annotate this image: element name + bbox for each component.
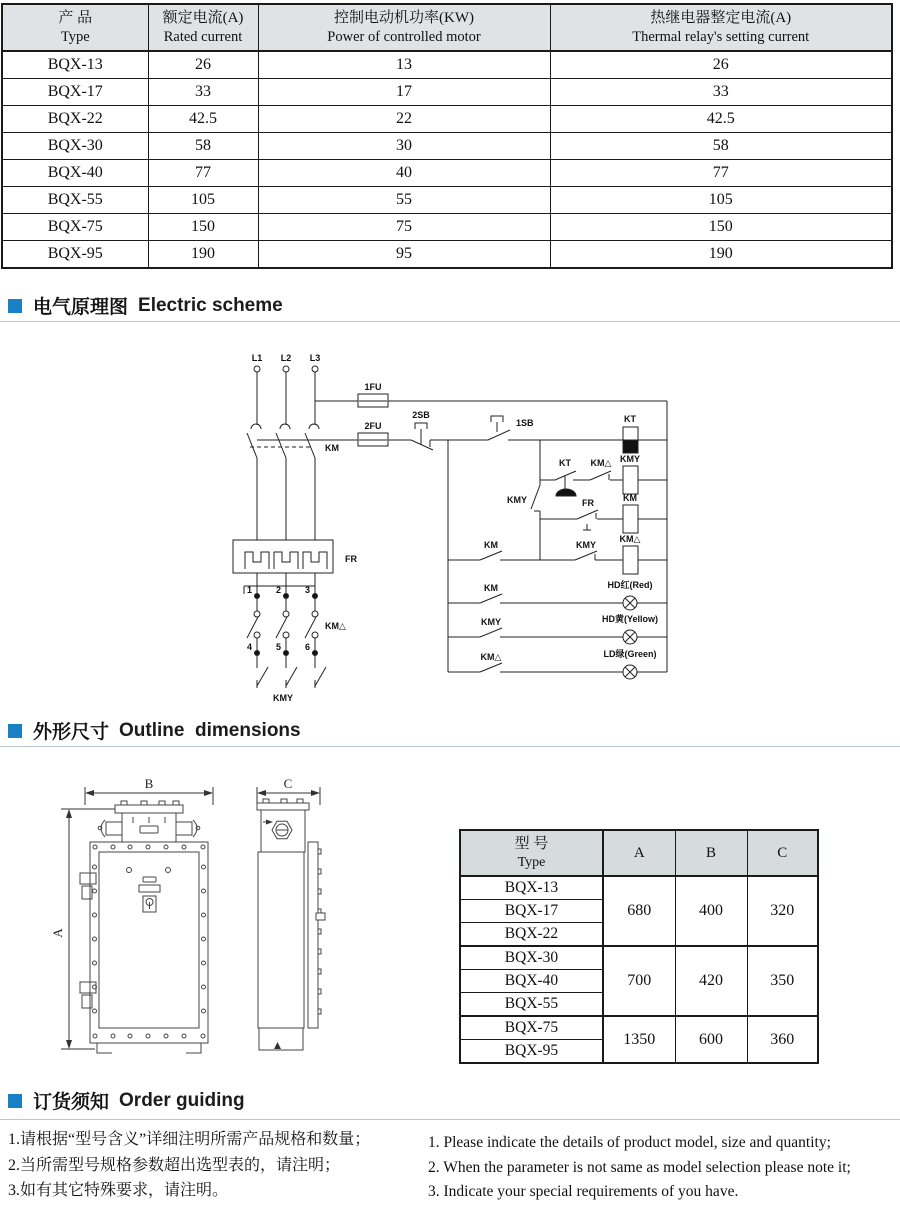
type-cell: BQX-13: [460, 876, 603, 900]
ratings-header-relay: [550, 4, 892, 51]
ratings-table-body: [2, 51, 892, 268]
table-cell: BQX-30: [2, 133, 148, 160]
table-cell: 190: [148, 241, 258, 269]
table-cell: 33: [550, 79, 892, 106]
circuit-label: KM: [325, 443, 339, 453]
dims-header-type: [460, 830, 603, 876]
order-note-item: 1. Please indicate the details of product model, size and quantity;: [428, 1134, 831, 1151]
header-en: Thermal relay's setting current: [632, 29, 810, 45]
section-title-en: Electric scheme: [138, 294, 283, 316]
circuit-label: KM△: [325, 621, 346, 631]
type-cell: BQX-75: [460, 1016, 603, 1040]
table-cell: 55: [258, 187, 550, 214]
table-cell: 150: [550, 214, 892, 241]
table-cell: 30: [258, 133, 550, 160]
type-cell: BQX-40: [460, 970, 603, 993]
circuit-label: KM△: [590, 458, 612, 468]
table-row: [460, 1016, 818, 1040]
header-zh: 热继电器整定电流(A): [650, 10, 792, 26]
dimension-value: 600: [675, 1016, 747, 1063]
table-cell: BQX-75: [2, 214, 148, 241]
circuit-label: 2SB: [412, 410, 430, 420]
outline-dimensions-drawing: [45, 765, 365, 1075]
header-zh: 控制电动机功率(KW): [334, 10, 474, 26]
circuit-label: KMY: [481, 617, 501, 627]
dims-header-c: C: [747, 830, 818, 876]
circuit-label: L2: [280, 353, 292, 363]
circuit-label: KM: [623, 493, 637, 503]
table-cell: 105: [550, 187, 892, 214]
table-cell: 75: [258, 214, 550, 241]
circuit-label: FR: [582, 498, 594, 508]
header-en: Type: [60, 29, 90, 45]
table-cell: 77: [550, 160, 892, 187]
section-bullet-icon: [8, 724, 22, 738]
dimension-value: 350: [747, 946, 818, 1016]
table-cell: BQX-17: [2, 79, 148, 106]
type-cell: BQX-17: [460, 900, 603, 923]
circuit-label: KMY: [576, 540, 596, 550]
section-title-zh: 电气原理图: [33, 297, 129, 318]
lamp-red-label: HD红(Red): [607, 580, 653, 590]
header-zh: 产 品: [58, 10, 93, 26]
order-note-item: 3.如有其它特殊要求，请注明。: [8, 1182, 229, 1199]
table-cell: 150: [148, 214, 258, 241]
table-cell: 42.5: [148, 106, 258, 133]
ratings-header-power: [258, 4, 550, 51]
table-cell: BQX-40: [2, 160, 148, 187]
table-cell: 40: [258, 160, 550, 187]
circuit-label: 1SB: [516, 418, 534, 428]
table-cell: 58: [148, 133, 258, 160]
dimension-a-label: A: [50, 928, 65, 938]
table-row: [2, 106, 892, 133]
section-title-zh: 外形尺寸: [33, 722, 110, 743]
dims-header-b: B: [675, 830, 747, 876]
dimension-value: 680: [603, 876, 675, 946]
dimension-c-label: C: [283, 776, 293, 791]
ratings-header-row: [2, 4, 892, 51]
circuit-label: L3: [309, 353, 321, 363]
order-note-item: 3. Indicate your special requirements of you have.: [428, 1183, 739, 1201]
circuit-label: 2FU: [364, 421, 382, 431]
circuit-label: 1FU: [364, 382, 382, 392]
section-heading-order-guiding: [8, 1087, 245, 1114]
circuit-label: 1: [246, 585, 252, 595]
header-zh: 型 号: [514, 836, 549, 852]
circuit-label: KMY: [273, 693, 293, 703]
dimension-value: 420: [675, 946, 747, 1016]
header-zh: 额定电流(A): [162, 10, 244, 26]
dimension-b-label: B: [144, 776, 154, 791]
dimensions-header-row: [460, 830, 818, 876]
ratings-header-current: [148, 4, 258, 51]
type-cell: BQX-22: [460, 923, 603, 947]
table-row: [2, 79, 892, 106]
type-cell: BQX-30: [460, 946, 603, 970]
table-cell: 42.5: [550, 106, 892, 133]
circuit-label: 4: [246, 642, 252, 652]
table-cell: 13: [258, 51, 550, 79]
ratings-table: [1, 3, 893, 269]
dimension-value: 700: [603, 946, 675, 1016]
circuit-label: 5: [275, 642, 281, 652]
circuit-label: KM: [484, 583, 498, 593]
header-en: Power of controlled motor: [327, 29, 481, 45]
table-cell: 190: [550, 241, 892, 269]
side-view-drawing: [257, 799, 325, 1050]
section-bullet-icon: [8, 1094, 22, 1108]
section-heading-electric-scheme: [8, 292, 283, 319]
section-bullet-icon: [8, 299, 22, 313]
table-cell: BQX-95: [2, 241, 148, 269]
circuit-label: KM△: [619, 534, 641, 544]
circuit-label: 3: [304, 585, 310, 595]
dimension-value: 320: [747, 876, 818, 946]
order-note-item: 1.请根据“型号含义”详细注明所需产品规格和数量；: [8, 1131, 371, 1148]
dimension-value: 1350: [603, 1016, 675, 1063]
table-row: [2, 133, 892, 160]
table-cell: 77: [148, 160, 258, 187]
order-notes-zh: [8, 1127, 426, 1204]
table-cell: 22: [258, 106, 550, 133]
circuit-label: FR: [345, 554, 357, 564]
circuit-diagram: [225, 328, 685, 703]
table-cell: BQX-13: [2, 51, 148, 79]
order-note-item: 2. When the parameter is not same as model selection please note it;: [428, 1158, 851, 1176]
dims-header-a: A: [603, 830, 675, 876]
table-cell: 95: [258, 241, 550, 269]
table-cell: 105: [148, 187, 258, 214]
table-row: [2, 160, 892, 187]
table-cell: BQX-55: [2, 187, 148, 214]
circuit-label: 2: [275, 585, 281, 595]
type-cell: BQX-55: [460, 993, 603, 1017]
dimension-value: 400: [675, 876, 747, 946]
order-note-item: 2.当所需型号规格参数超出选型表的，请注明；: [8, 1156, 341, 1174]
table-cell: 58: [550, 133, 892, 160]
table-cell: 26: [550, 51, 892, 79]
section-rule: [0, 321, 900, 322]
circuit-label: KM△: [480, 652, 502, 662]
table-cell: 17: [258, 79, 550, 106]
table-row: [2, 187, 892, 214]
table-row: [2, 51, 892, 79]
lamp-yellow-label: HD黄(Yellow): [601, 614, 659, 624]
section-heading-outline-dimensions: [8, 717, 301, 744]
section-rule: [0, 1119, 900, 1120]
section-title-zh: 订货须知: [33, 1092, 110, 1113]
circuit-label: L1: [251, 353, 263, 363]
circuit-label: KMY: [620, 454, 640, 464]
lamp-green-label: LD绿(Green): [603, 649, 657, 659]
circuit-label: KT: [559, 458, 571, 468]
circuit-label: KT: [624, 414, 636, 424]
circuit-label: 6: [304, 642, 310, 652]
dimensions-table-body: [460, 876, 818, 1063]
table-row: [460, 876, 818, 900]
section-title-en: Order guiding: [119, 1089, 245, 1111]
table-cell: 26: [148, 51, 258, 79]
section-title-en: Outline dimensions: [119, 719, 301, 741]
table-cell: BQX-22: [2, 106, 148, 133]
order-notes-en: [428, 1131, 896, 1205]
header-en: Rated current: [163, 29, 243, 45]
table-row: [2, 214, 892, 241]
ratings-header-type: [2, 4, 148, 51]
header-en: Type: [517, 855, 546, 870]
table-row: [2, 241, 892, 269]
dimensions-table: [459, 829, 819, 1064]
table-row: [460, 946, 818, 970]
circuit-label: KM: [484, 540, 498, 550]
front-view-drawing: [80, 801, 208, 1053]
section-rule: [0, 746, 900, 747]
circuit-label: KMY: [507, 495, 527, 505]
dimension-value: 360: [747, 1016, 818, 1063]
table-cell: 33: [148, 79, 258, 106]
type-cell: BQX-95: [460, 1040, 603, 1064]
